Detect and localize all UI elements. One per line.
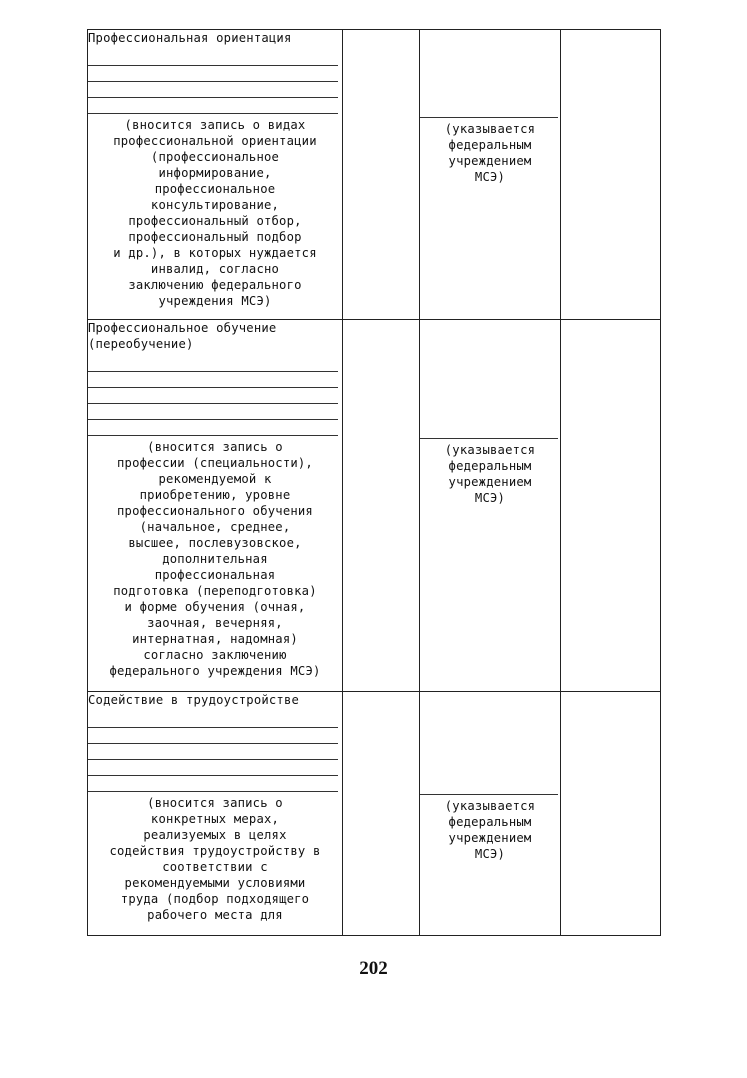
row-title: Профессиональная ориентация	[88, 31, 292, 45]
signature-cell	[420, 30, 561, 320]
blank-line[interactable]	[88, 82, 338, 98]
blank-lines	[88, 356, 342, 436]
table-row-professional-orientation	[88, 30, 661, 320]
empty-cell[interactable]	[343, 30, 420, 320]
blank-line[interactable]	[88, 98, 338, 114]
blank-line[interactable]	[88, 372, 338, 388]
signature-note: (указывается федеральным учреждением МСЭ)	[444, 122, 536, 184]
empty-cell[interactable]	[561, 320, 661, 692]
row-note: (вносится запись о профессии (специальности), рекомендуемой к приобретению, уровне профессионального обучения (начальное, среднее, высшее, послевузовское, дополнительная профессиональная подготовка (переподготовка) и форме обучения (очная, заочная, вечерняя, интернатная, надомная) согласно заключению федерального учреждения МСЭ)	[109, 440, 321, 678]
measure-cell	[88, 692, 343, 936]
empty-cell[interactable]	[343, 320, 420, 692]
blank-line[interactable]	[88, 404, 338, 420]
signature-note: (указывается федеральным учреждением МСЭ)	[444, 443, 536, 505]
measure-cell	[88, 320, 343, 692]
signature-note: (указывается федеральным учреждением МСЭ)	[444, 799, 536, 861]
measure-cell	[88, 30, 343, 320]
form-table	[87, 29, 661, 936]
blank-line[interactable]	[88, 728, 338, 744]
page-number: 202	[359, 958, 388, 979]
table-row-professional-training	[88, 320, 661, 692]
blank-line[interactable]	[88, 66, 338, 82]
empty-cell[interactable]	[561, 30, 661, 320]
signature-cell	[420, 320, 561, 692]
signature-line[interactable]	[420, 30, 558, 118]
blank-lines	[88, 712, 342, 792]
table-row-employment-assistance	[88, 692, 661, 936]
row-title: Профессиональное обучение (переобучение)	[88, 321, 277, 351]
row-title: Содействие в трудоустройстве	[88, 693, 300, 707]
blank-line[interactable]	[88, 356, 338, 372]
blank-line[interactable]	[88, 744, 338, 760]
row-note: (вносится запись о видах профессиональной ориентации (профессиональное информирование, профессиональное консультирование, профессиональный отбор, профессиональный подбор и др.), в которых нуждается инвалид, согласно заключению федерального учреждения МСЭ)	[113, 118, 317, 308]
signature-line[interactable]	[420, 320, 558, 439]
empty-cell[interactable]	[561, 692, 661, 936]
row-note: (вносится запись о конкретных мерах, реализуемых в целях содействия трудоустройству в соответствии с рекомендуемыми условиями труда (подбор подходящего рабочего места для	[109, 796, 321, 922]
blank-line[interactable]	[88, 388, 338, 404]
empty-cell[interactable]	[343, 692, 420, 936]
blank-line[interactable]	[88, 776, 338, 792]
blank-line[interactable]	[88, 712, 338, 728]
blank-lines	[88, 50, 342, 114]
blank-line[interactable]	[88, 760, 338, 776]
signature-line[interactable]	[420, 692, 558, 795]
signature-cell	[420, 692, 561, 936]
blank-line[interactable]	[88, 420, 338, 436]
blank-line[interactable]	[88, 50, 338, 66]
